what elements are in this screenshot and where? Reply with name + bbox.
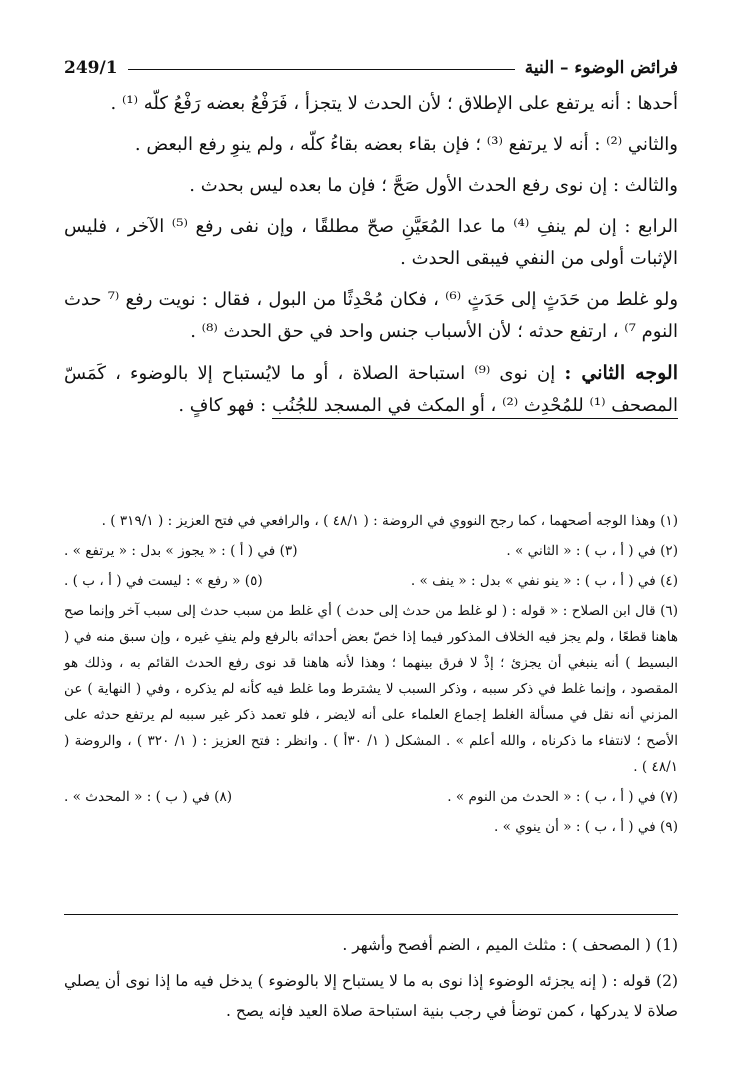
- section-tail: : فهو كافٍ .: [178, 395, 267, 416]
- footnote-5: (٥) « رفع » : ليست في ( أ ، ب ) .: [64, 573, 263, 589]
- paragraph-third-view: والثالث : إن نوى رفع الحدث الأول صَحَّ ؛ فإن ما بعده ليس بحدث .: [189, 175, 678, 196]
- running-header: [64, 48, 678, 78]
- page-number: 249/1: [64, 58, 118, 78]
- editor-footnotes: [64, 508, 678, 844]
- footnote-row-2-3: [64, 538, 678, 564]
- section-underlined-phrase: المصحف ⁽¹⁾ للمُحْدِث ⁽²⁾ ، أو المكث في المسجد للجُنُب: [272, 395, 678, 419]
- section-lead: الوجه الثاني :: [564, 362, 678, 384]
- commentary-notes: [64, 930, 678, 1032]
- footnote-2: (٢) في ( أ ، ب ) : « الثاني » .: [506, 543, 678, 559]
- footnote-row-4-5: [64, 568, 678, 594]
- footnote-6: (٦) قال ابن الصلاح : « قوله : ( لو غلط من حدث إلى حدث ) أي غلط من سبب حدث إلى سبب آخر وإنما صح هاهنا قطعًا ، ولم يجز فيه الخلاف المذكور فيما إذا خصّ بعض أحداثه بالرفع ولم ينفِ غيره ، وإن سبق منه في ( البسيط ) أنه ينبغي أن يجزئ ؛ إذْ لا فرق بينهما ؛ وهذا لأنه هاهنا قد نوى رفع الحدث القائم به ، وذلك هو المقصود ، وإنما غلط في ذكر سببه ، وذكر السبب لا يشترط وما غلط فيه كأنه لم يذكره ، وفي ( النهاية ) عن المزني أنه نقل في مسألة الغلط إجماع العلماء على أنه لايضر ، فلو تعمد ذكر غير سببه لم يرتفع حدثه على الأصح ؛ لانتفاء ما ذكرناه ، والله أعلم » . المشكل ( ١/ ٣٠أ ) . وانظر : فتح العزيز : ( ١/ ٣٢٠ ) ، والروضة ( ٤٨/١ ) .: [64, 603, 679, 775]
- footnote-8: (٨) في ( ب ) : « المحدث » .: [64, 789, 233, 805]
- note-1: (1) ( المصحف ) : مثلث الميم ، الضم أفصح وأشهر .: [342, 936, 678, 954]
- paragraph-fourth-view: الرابع : إن لم ينفِ ⁽⁴⁾ ما عدا المُعَيَّنِ صحّ مطلقًا ، وإن نفى رفع ⁽⁵⁾ الآخر ، فليس الإثبات أولى من النفي فيبقى الحدث .: [64, 216, 679, 269]
- paragraph-first-view: أحدها : أنه يرتفع على الإطلاق ؛ لأن الحدث لا يتجزأ ، فَرَفْعُ بعضه رَفْعُ كلّه ⁽¹⁾ .: [110, 93, 678, 114]
- footnote-row-7-8: [64, 784, 678, 810]
- paragraph-second-view: والثاني ⁽²⁾ : أنه لا يرتفع ⁽³⁾ ؛ فإن بقاء بعضه بقاءُ كلّه ، ولم ينوِ رفع البعض .: [134, 134, 678, 155]
- footnote-4: (٤) في ( أ ، ب ) : « ينو نفي » بدل : « ينف » .: [410, 573, 678, 589]
- footnote-9: (٩) في ( أ ، ب ) : « أن ينوي » .: [493, 819, 678, 835]
- footnote-3: (٣) في ( أ ) : « يجوز » بدل : « يرتفع » .: [64, 543, 298, 559]
- paragraph-second-aspect: [64, 357, 678, 422]
- footnote-1: (١) وهذا الوجه أصحهما ، كما رجح النووي في الروضة : ( ٤٨/١ ) ، والرافعي في فتح العزيز : ( ٣١٩/١ ) .: [101, 513, 678, 529]
- note-2: (2) قوله : ( إنه يجزئه الوضوء إذا نوى به ما لا يستباح إلا بالوضوء ) يدخل فيه ما إذا نوى أن يصلي صلاة لا يدركها ، كمن توضأ في رجب بنية استباحة صلاة العيد فإنه يصح .: [64, 972, 678, 1020]
- paragraph-mistaken-intention: ولو غلط من حَدَثٍ إلى حَدَثٍ ⁽⁶⁾ ، فكان مُحْدِثًا من البول ، فقال : نويت رفع ⁽⁷ حدث النوم ⁷⁾ ، ارتفع حدثه ؛ لأن الأسباب جنس واحد في حق الحدث ⁽⁸⁾ .: [64, 289, 679, 342]
- footnote-7: (٧) في ( أ ، ب ) : « الحدث من النوم » .: [447, 789, 678, 805]
- notes-divider: [64, 914, 678, 915]
- header-rule: [128, 69, 515, 70]
- section-body: إن نوى ⁽⁹⁾ استباحة الصلاة ، أو ما لايُستباح إلا بالوضوء ، كَمَسّ: [64, 363, 556, 384]
- main-text: [64, 88, 678, 424]
- header-title: فرائض الوضوء – النية: [524, 58, 678, 78]
